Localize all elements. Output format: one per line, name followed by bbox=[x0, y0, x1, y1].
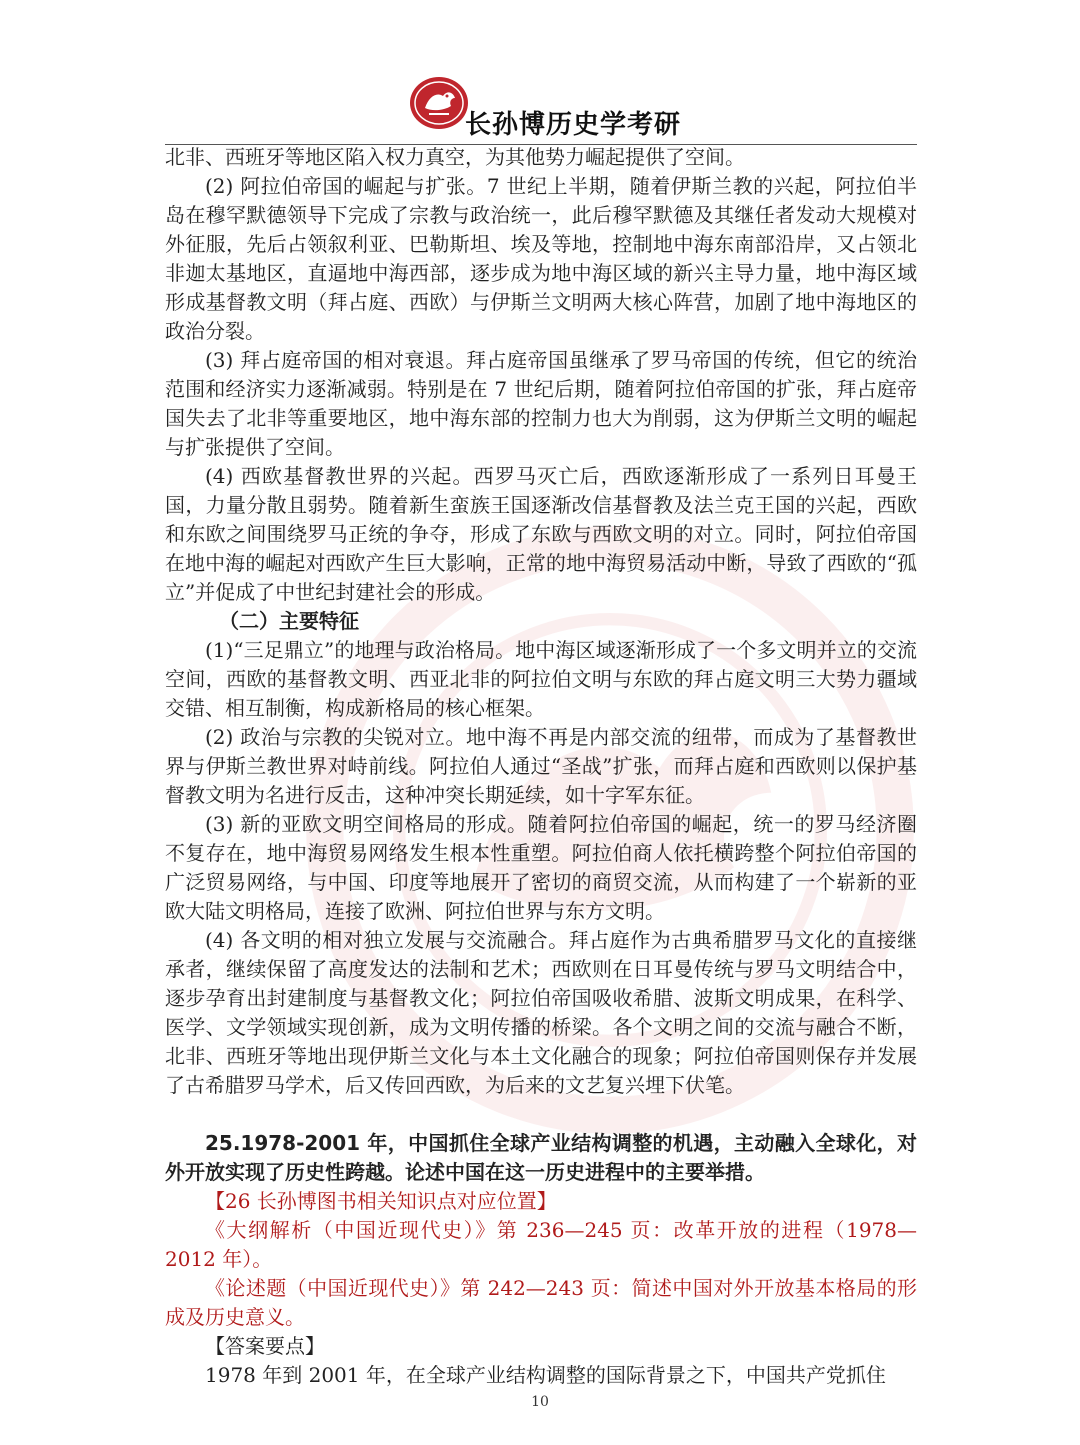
document-body bbox=[165, 143, 917, 1390]
reference-item: 《论述题（中国近现代史）》第 242—243 页：简述中国对外开放基本格局的形成及历史意义。 bbox=[165, 1276, 917, 1329]
paragraph: 北非、西班牙等地区陷入权力真空，为其他势力崛起提供了空间。 bbox=[165, 145, 745, 169]
paragraph: (4) 各文明的相对独立发展与交流融合。拜占庭作为古典希腊罗马文化的直接继承者，继续保留了高度发达的法制和艺术；西欧则在日耳曼传统与罗马文明结合中，逐步孕育出封建制度与基督教文化；阿拉伯帝国吸收希腊、波斯文明成果，在科学、医学、文学领域实现创新，成为文明传播的桥梁。各个文明之间的交流与融合不断，北非、西班牙等地出现伊斯兰文化与本土文化融合的现象；阿拉伯帝国则保存并发展了古希腊罗马学术，后又传回西欧，为后来的文艺复兴埋下伏笔。 bbox=[165, 928, 917, 1097]
spacer bbox=[165, 1100, 917, 1129]
paragraph: (2) 阿拉伯帝国的崛起与扩张。7 世纪上半期，随着伊斯兰教的兴起，阿拉伯半岛在穆罕默德领导下完成了宗教与政治统一，此后穆罕默德及其继任者发动大规模对外征服，先后占领叙利亚、巴勒斯坦、埃及等地，控制地中海东南部沿岸，又占领北非迦太基地区，直逼地中海西部，逐步成为地中海区域的新兴主导力量，地中海区域形成基督教文明（拜占庭、西欧）与伊斯兰文明两大核心阵营，加剧了地中海地区的政治分裂。 bbox=[165, 174, 917, 343]
reference-item: 《大纲解析（中国近现代史）》第 236—245 页：改革开放的进程（1978—2012 年）。 bbox=[165, 1218, 917, 1271]
logo-seal-icon bbox=[409, 76, 469, 130]
section-heading: （二）主要特征 bbox=[219, 609, 359, 633]
paragraph: (1)“三足鼎立”的地理与政治格局。地中海区域逐渐形成了一个多文明并立的交流空间，西欧的基督教文明、西亚北非的阿拉伯文明与东欧的拜占庭文明三大势力疆域交错、相互制衡，构成新格局的核心框架。 bbox=[165, 638, 917, 720]
question-text: 25.1978-2001 年，中国抓住全球产业结构调整的机遇，主动融入全球化，对外开放实现了历史性跨越。论述中国在这一历史进程中的主要举措。 bbox=[165, 1131, 917, 1184]
answer-heading: 【答案要点】 bbox=[205, 1334, 325, 1358]
answer-paragraph: 1978 年到 2001 年，在全球产业结构调整的国际背景之下，中国共产党抓住 bbox=[205, 1363, 886, 1387]
paragraph: (4) 西欧基督教世界的兴起。西罗马灭亡后，西欧逐渐形成了一系列日耳曼王国，力量分散且弱势。随着新生蛮族王国逐渐改信基督教及法兰克王国的兴起，西欧和东欧之间围绕罗马正统的争夺，形成了东欧与西欧文明的对立。同时，阿拉伯帝国在地中海的崛起对西欧产生巨大影响，正常的地中海贸易活动中断，导致了西欧的“孤立”并促成了中世纪封建社会的形成。 bbox=[165, 464, 917, 604]
brand-title: 长孙博历史学考研 bbox=[465, 110, 682, 140]
page-number: 10 bbox=[531, 1394, 549, 1410]
reference-title: 【26 长孙博图书相关知识点对应位置】 bbox=[205, 1189, 557, 1213]
paragraph: (2) 政治与宗教的尖锐对立。地中海不再是内部交流的纽带，而成为了基督教世界与伊斯兰教世界对峙前线。阿拉伯人通过“圣战”扩张，而拜占庭和西欧则以保护基督教文明为名进行反击，这种冲突长期延续，如十字军东征。 bbox=[165, 725, 917, 807]
paragraph: (3) 新的亚欧文明空间格局的形成。随着阿拉伯帝国的崛起，统一的罗马经济圈不复存在，地中海贸易网络发生根本性重塑。阿拉伯商人依托横跨整个阿拉伯帝国的广泛贸易网络，与中国、印度等地展开了密切的商贸交流，从而构建了一个崭新的亚欧大陆文明格局，连接了欧洲、阿拉伯世界与东方文明。 bbox=[165, 812, 917, 923]
paragraph: (3) 拜占庭帝国的相对衰退。拜占庭帝国虽继承了罗马帝国的传统，但它的统治范围和经济实力逐渐减弱。特别是在 7 世纪后期，随着阿拉伯帝国的扩张，拜占庭帝国失去了北非等重要地区，地中海东部的控制力也大为削弱，这为伊斯兰文明的崛起与扩张提供了空间。 bbox=[165, 348, 917, 459]
page-header bbox=[165, 70, 917, 145]
